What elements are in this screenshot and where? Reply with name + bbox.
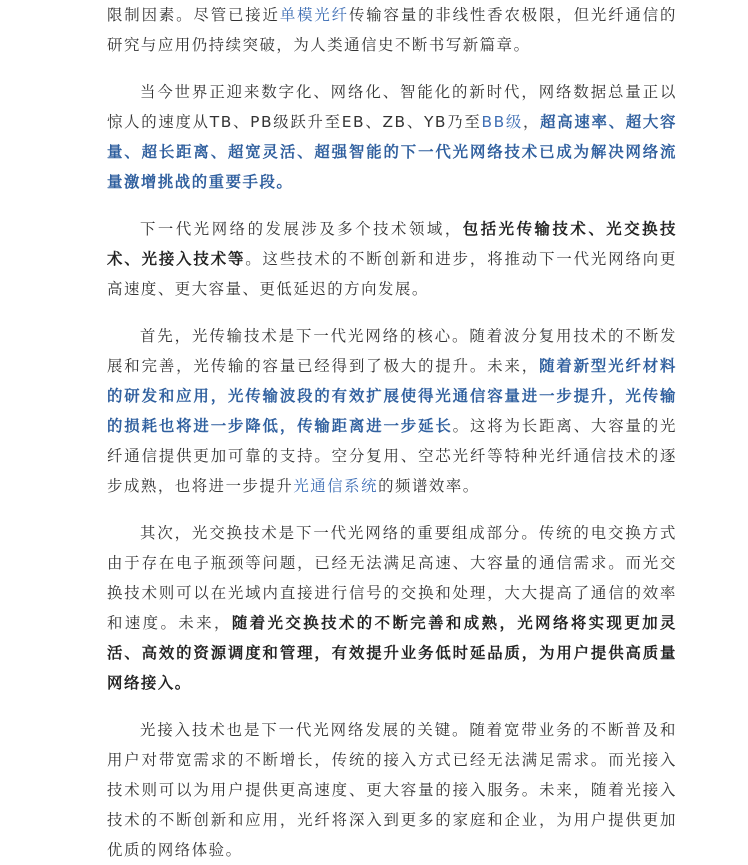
bold-text: 包括光传输技术、光交换技术、光接入技术等 [107,220,677,268]
link-single-mode-fiber[interactable]: 单模光纤 [279,6,349,24]
paragraph-optical-access [107,715,677,865]
text-segment: 下一代光网络的发展涉及多个技术领域， [140,220,463,238]
paragraph-optical-transmission [107,321,677,501]
bold-text: 随着光交换技术的不断完善和成熟，光网络将实现更加灵活、高效的资源调度和管理，有效提升业务低时延品质，为用户提供高质量网络接入。 [107,614,677,692]
link-bb-level[interactable]: BB级 [481,113,524,131]
paragraph-digital-era [107,77,677,197]
paragraph-tech-fields [107,214,677,304]
highlight-text: 超高速率、超大容量、超长距离、超宽灵活、超强智能的下一代光网络技术已成为解决网络流量激增挑战的重要手段。 [107,113,677,191]
text-segment: 。这将为长距离、大容量的光纤通信提供更加可靠的支持。空分复用、空芯光纤等特种光纤通信技术的逐步成熟，也将进一步提升 [107,417,677,495]
link-optical-comm-system[interactable]: 光通信系统 [293,477,379,495]
text-segment: 当今世界正迎来数字化、网络化、智能化的新时代，网络数据总量正以惊人的速度从TB、PB级跃升至EB、ZB、YB乃至 [107,83,677,131]
paragraph-optical-switching [107,518,677,698]
text-segment: 。这些技术的不断创新和进步，将推动下一代光网络向更高速度、更大容量、更低延迟的方向发展。 [107,250,677,298]
text-segment: 光接入技术也是下一代光网络发展的关键。随着宽带业务的不断普及和用户对带宽需求的不断增长，传统的接入方式已经无法满足需求。而光接入技术则可以为用户提供更高速度、更大容量的接入服务。未来，随着光接入技术的不断创新和应用，光纤将深入到更多的家庭和企业，为用户提供更加优质的网络体验。 [107,721,677,859]
text-segment: 首先，光传输技术是下一代光网络的核心。随着波分复用技术的不断发展和完善，光传输的容量已经得到了极大的提升。未来， [107,327,677,375]
text-segment: ， [523,113,541,131]
article-body [107,0,677,865]
highlight-text: 随着新型光纤材料的研发和应用，光传输波段的有效扩展使得光通信容量进一步提升，光传输的损耗也将进一步降低，传输距离进一步延长 [107,357,677,435]
paragraph-fiber-limit [107,0,677,60]
text-segment: 限制因素。尽管已接近 [107,6,280,24]
text-segment: 的频谱效率。 [378,477,480,495]
text-segment: 传输容量的非线性香农极限，但光纤通信的研究与应用仍持续突破，为人类通信史不断书写新篇章。 [107,6,677,54]
text-segment: 其次，光交换技术是下一代光网络的重要组成部分。传统的电交换方式由于存在电子瓶颈等问题，已经无法满足高速、大容量的通信需求。而光交换技术则可以在光域内直接进行信号的交换和处理，大大提高了通信的效率和速度。未来， [107,524,677,632]
